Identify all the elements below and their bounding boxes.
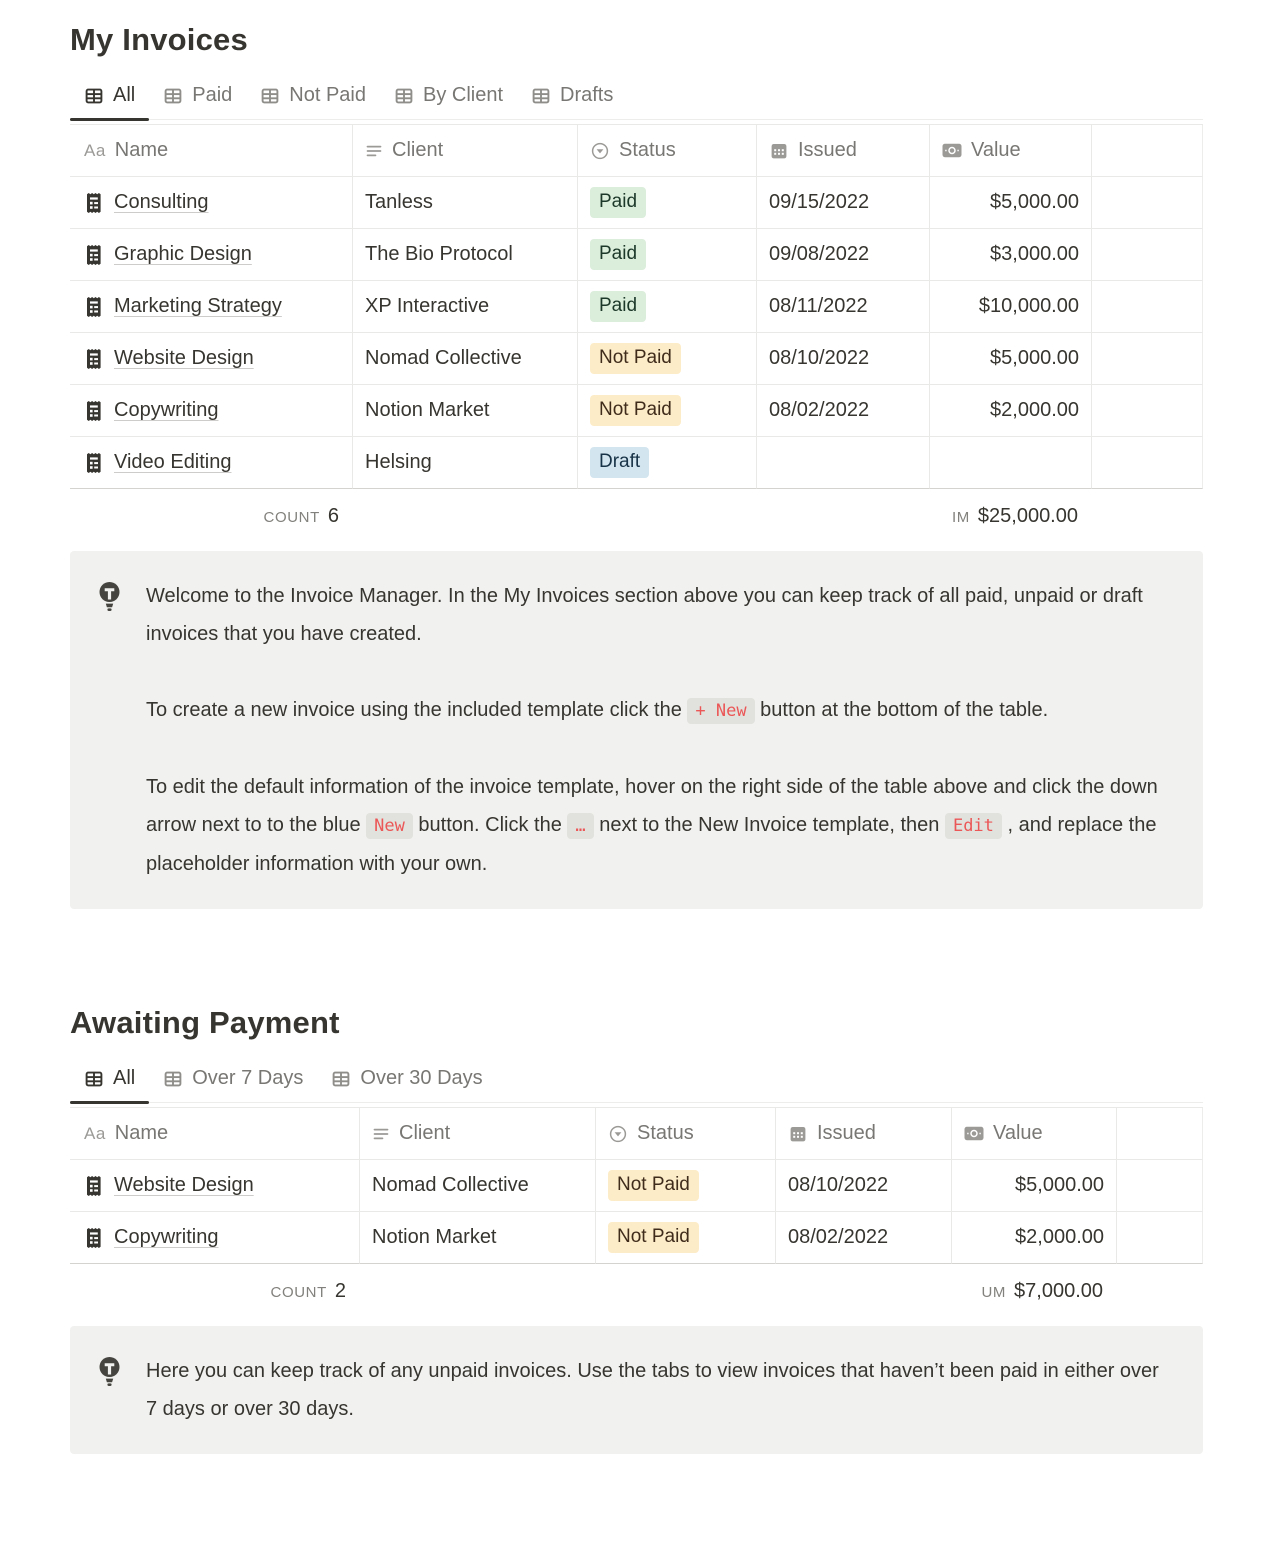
- empty-cell: [1092, 385, 1203, 437]
- tab-paid[interactable]: [149, 84, 246, 119]
- count-label: COUNT: [270, 1283, 327, 1301]
- column-header-name[interactable]: [70, 125, 353, 177]
- money-icon: [942, 143, 962, 158]
- column-label: Issued: [817, 1122, 876, 1144]
- empty-cell: [1092, 229, 1203, 281]
- status-badge[interactable]: Paid: [590, 291, 646, 322]
- calendar-icon: [769, 141, 789, 161]
- page-title: My Invoices: [70, 22, 248, 57]
- column-label: Status: [637, 1122, 694, 1144]
- status-cell[interactable]: [578, 177, 757, 229]
- name-cell[interactable]: [70, 333, 353, 385]
- callout-paragraph: [146, 691, 1165, 730]
- tab-all[interactable]: [70, 1067, 149, 1102]
- status-badge[interactable]: Paid: [590, 187, 646, 218]
- callout-text-segment: Welcome to the Invoice Manager. In the My Invoices section above you can keep track of all paid, unpaid or draft invoices that you have created.: [146, 585, 1143, 645]
- column-header-client[interactable]: [353, 125, 578, 177]
- callout-text-segment: next to the New Invoice template, then: [593, 814, 945, 836]
- select-icon: [590, 141, 610, 161]
- issued-cell[interactable]: 08/10/2022: [776, 1160, 952, 1212]
- empty-cell: [1092, 333, 1203, 385]
- invoices-table: [70, 124, 1203, 543]
- receipt-icon: [84, 1175, 104, 1197]
- callout-paragraph: [146, 577, 1165, 653]
- receipt-icon: [84, 192, 104, 214]
- tab-label: Over 7 Days: [192, 1067, 304, 1089]
- value-cell[interactable]: $2,000.00: [952, 1212, 1117, 1264]
- table-footer: [70, 1264, 1203, 1318]
- invoice-page-link[interactable]: Marketing Strategy: [114, 295, 282, 317]
- column-label: Client: [399, 1122, 451, 1144]
- column-header-client[interactable]: [360, 1108, 596, 1160]
- money-icon: [964, 1126, 984, 1141]
- name-cell[interactable]: [70, 229, 353, 281]
- callout-paragraph: [146, 768, 1165, 883]
- tab-label: By Client: [422, 84, 504, 106]
- tab-label: All: [113, 1067, 136, 1089]
- status-cell[interactable]: [578, 229, 757, 281]
- status-badge[interactable]: Not Paid: [590, 395, 681, 426]
- invoice-page-link[interactable]: Consulting: [114, 191, 209, 213]
- column-header-issued[interactable]: [776, 1108, 952, 1160]
- count-aggregate[interactable]: [70, 1280, 360, 1303]
- status-cell[interactable]: [578, 385, 757, 437]
- value-cell[interactable]: $2,000.00: [930, 385, 1092, 437]
- text-lines-icon: [365, 142, 383, 160]
- table-body: [70, 177, 1203, 489]
- sum-label: UM: [981, 1283, 1007, 1301]
- invoice-page-link[interactable]: Copywriting: [114, 1226, 219, 1248]
- empty-column-header: [1117, 1108, 1203, 1160]
- callout-paragraph: [146, 1352, 1165, 1428]
- invoice-page-link[interactable]: Graphic Design: [114, 243, 252, 265]
- client-cell[interactable]: Notion Market: [360, 1212, 596, 1264]
- column-header-status[interactable]: [578, 125, 757, 177]
- column-header-value[interactable]: [952, 1108, 1117, 1160]
- table-view-icon: [84, 86, 104, 106]
- column-header-name[interactable]: [70, 1108, 360, 1160]
- tab-all[interactable]: [70, 84, 149, 119]
- client-cell[interactable]: Nomad Collective: [360, 1160, 596, 1212]
- table-row[interactable]: [70, 1212, 1203, 1264]
- column-label: Value: [993, 1122, 1043, 1144]
- tab-label: Drafts: [560, 84, 614, 106]
- status-cell[interactable]: [578, 333, 757, 385]
- count-value: 2: [334, 1279, 346, 1302]
- tab-over-7-days[interactable]: [149, 1067, 317, 1102]
- column-header-value[interactable]: [930, 125, 1092, 177]
- value-cell[interactable]: $10,000.00: [930, 281, 1092, 333]
- receipt-icon: [84, 296, 104, 318]
- table-row[interactable]: [70, 385, 1203, 437]
- table-view-icon: [84, 1069, 104, 1089]
- column-label: Name: [114, 1122, 169, 1144]
- callout-text-segment: To create a new invoice using the included template click the: [146, 699, 688, 721]
- table-footer: [70, 489, 1203, 543]
- table-view-icon: [331, 1069, 351, 1089]
- status-cell[interactable]: [596, 1212, 776, 1264]
- tab-label: Paid: [192, 84, 233, 106]
- receipt-icon: [84, 244, 104, 266]
- count-aggregate[interactable]: [70, 505, 353, 528]
- table-header-row: [70, 1107, 1203, 1160]
- table-view-icon: [394, 86, 414, 106]
- awaiting-payment-table: [70, 1107, 1203, 1318]
- empty-column-header: [1092, 125, 1203, 177]
- receipt-icon: [84, 400, 104, 422]
- table-view-icon: [531, 86, 551, 106]
- lightbulb-icon: [96, 1352, 123, 1428]
- view-tabbar: [70, 1067, 1203, 1103]
- section-title: Awaiting Payment: [70, 1005, 340, 1040]
- table-view-icon: [163, 86, 183, 106]
- callout-text-segment: Here you can keep track of any unpaid invoices. Use the tabs to view invoices that haven’t been paid in either over 7 days or over 30 days.: [146, 1360, 1159, 1420]
- table-view-icon: [260, 86, 280, 106]
- lightbulb-icon: [96, 577, 123, 883]
- status-cell[interactable]: [578, 281, 757, 333]
- name-cell[interactable]: [70, 1212, 360, 1264]
- client-cell[interactable]: Notion Market: [353, 385, 578, 437]
- invoice-page-link[interactable]: Video Editing: [114, 451, 232, 473]
- status-cell[interactable]: [578, 437, 757, 489]
- callout-text-segment: button at the bottom of the table.: [754, 699, 1049, 721]
- calendar-icon: [788, 1124, 808, 1144]
- callout-text-segment: To edit the default information of the invoice template, hover on the right side of the table above and click the down arrow next to to the blue: [146, 776, 1158, 836]
- callout-text-segment: , and replace the placeholder information with your own.: [146, 814, 1157, 875]
- empty-cell: [1117, 1160, 1203, 1212]
- column-label: Name: [114, 139, 169, 161]
- tab-drafts[interactable]: [517, 84, 627, 119]
- callout-awaiting-payment-info: [70, 1326, 1203, 1454]
- table-row[interactable]: [70, 177, 1203, 229]
- count-value: 6: [327, 504, 339, 527]
- name-cell[interactable]: [70, 1160, 360, 1212]
- column-header-status[interactable]: [596, 1108, 776, 1160]
- edit-code-chip: Edit: [945, 813, 1002, 839]
- tab-not-paid[interactable]: [246, 84, 380, 119]
- receipt-icon: [84, 1227, 104, 1249]
- title-property-icon: Aa: [84, 1123, 106, 1143]
- tab-over-30-days[interactable]: [317, 1067, 496, 1102]
- issued-cell[interactable]: 09/15/2022: [757, 177, 930, 229]
- receipt-icon: [84, 348, 104, 370]
- section-awaiting-payment: [70, 1005, 1203, 1454]
- name-cell[interactable]: [70, 281, 353, 333]
- callout-text-segment: button. Click the: [412, 814, 568, 836]
- callout-text: [146, 1352, 1165, 1428]
- sum-aggregate[interactable]: [930, 505, 1092, 528]
- table-header-row: [70, 124, 1203, 177]
- empty-cell: [1092, 177, 1203, 229]
- issued-cell[interactable]: 08/02/2022: [757, 385, 930, 437]
- name-cell[interactable]: [70, 177, 353, 229]
- issued-cell[interactable]: 08/11/2022: [757, 281, 930, 333]
- section-my-invoices: [70, 22, 1203, 909]
- issued-cell[interactable]: 08/02/2022: [776, 1212, 952, 1264]
- value-cell[interactable]: [930, 437, 1092, 489]
- column-label: Client: [392, 139, 444, 161]
- status-badge[interactable]: Not Paid: [608, 1222, 699, 1253]
- status-badge[interactable]: Not Paid: [590, 343, 681, 374]
- empty-cell: [1092, 281, 1203, 333]
- value-cell[interactable]: $5,000.00: [930, 177, 1092, 229]
- table-body: [70, 1160, 1203, 1264]
- sum-value: $25,000.00: [977, 504, 1078, 527]
- column-header-issued[interactable]: [757, 125, 930, 177]
- tab-label: Over 30 Days: [360, 1067, 483, 1089]
- issued-cell[interactable]: [757, 437, 930, 489]
- empty-cell: [1092, 437, 1203, 489]
- invoice-page-link[interactable]: Copywriting: [114, 399, 219, 421]
- column-label: Issued: [798, 139, 857, 161]
- ellipsis-code-chip: …: [567, 813, 593, 839]
- callout-text: [146, 577, 1165, 883]
- status-badge[interactable]: Not Paid: [608, 1170, 699, 1201]
- table-row[interactable]: [70, 1160, 1203, 1212]
- table-row[interactable]: [70, 333, 1203, 385]
- tab-label: Not Paid: [289, 84, 366, 106]
- invoice-page-link[interactable]: Website Design: [114, 347, 254, 369]
- count-label: COUNT: [263, 508, 320, 526]
- sum-label: IM: [952, 508, 970, 526]
- value-cell[interactable]: $3,000.00: [930, 229, 1092, 281]
- client-cell[interactable]: Nomad Collective: [353, 333, 578, 385]
- tab-by-client[interactable]: [380, 84, 517, 119]
- text-lines-icon: [372, 1125, 390, 1143]
- value-cell[interactable]: $5,000.00: [930, 333, 1092, 385]
- callout-invoice-manager-info: [70, 551, 1203, 909]
- select-icon: [608, 1124, 628, 1144]
- value-cell[interactable]: $5,000.00: [952, 1160, 1117, 1212]
- view-tabbar: [70, 84, 1203, 120]
- new-button-code-chip: + New: [687, 698, 754, 724]
- status-cell[interactable]: [596, 1160, 776, 1212]
- column-label: Value: [971, 139, 1021, 161]
- sum-aggregate[interactable]: [952, 1280, 1117, 1303]
- table-row[interactable]: [70, 281, 1203, 333]
- receipt-icon: [84, 452, 104, 474]
- client-cell[interactable]: XP Interactive: [353, 281, 578, 333]
- empty-cell: [1117, 1212, 1203, 1264]
- client-cell[interactable]: The Bio Protocol: [353, 229, 578, 281]
- invoice-page-link[interactable]: Website Design: [114, 1174, 254, 1196]
- tab-label: All: [113, 84, 136, 106]
- status-badge[interactable]: Paid: [590, 239, 646, 270]
- issued-cell[interactable]: 09/08/2022: [757, 229, 930, 281]
- status-badge[interactable]: Draft: [590, 447, 649, 478]
- issued-cell[interactable]: 08/10/2022: [757, 333, 930, 385]
- table-view-icon: [163, 1069, 183, 1089]
- name-cell[interactable]: [70, 385, 353, 437]
- new-code-chip: New: [366, 813, 413, 839]
- name-cell[interactable]: [70, 437, 353, 489]
- table-row[interactable]: [70, 229, 1203, 281]
- column-label: Status: [619, 139, 676, 161]
- title-property-icon: Aa: [84, 140, 106, 160]
- client-cell[interactable]: Helsing: [353, 437, 578, 489]
- sum-value: $7,000.00: [1014, 1279, 1103, 1302]
- table-row[interactable]: [70, 437, 1203, 489]
- client-cell[interactable]: Tanless: [353, 177, 578, 229]
